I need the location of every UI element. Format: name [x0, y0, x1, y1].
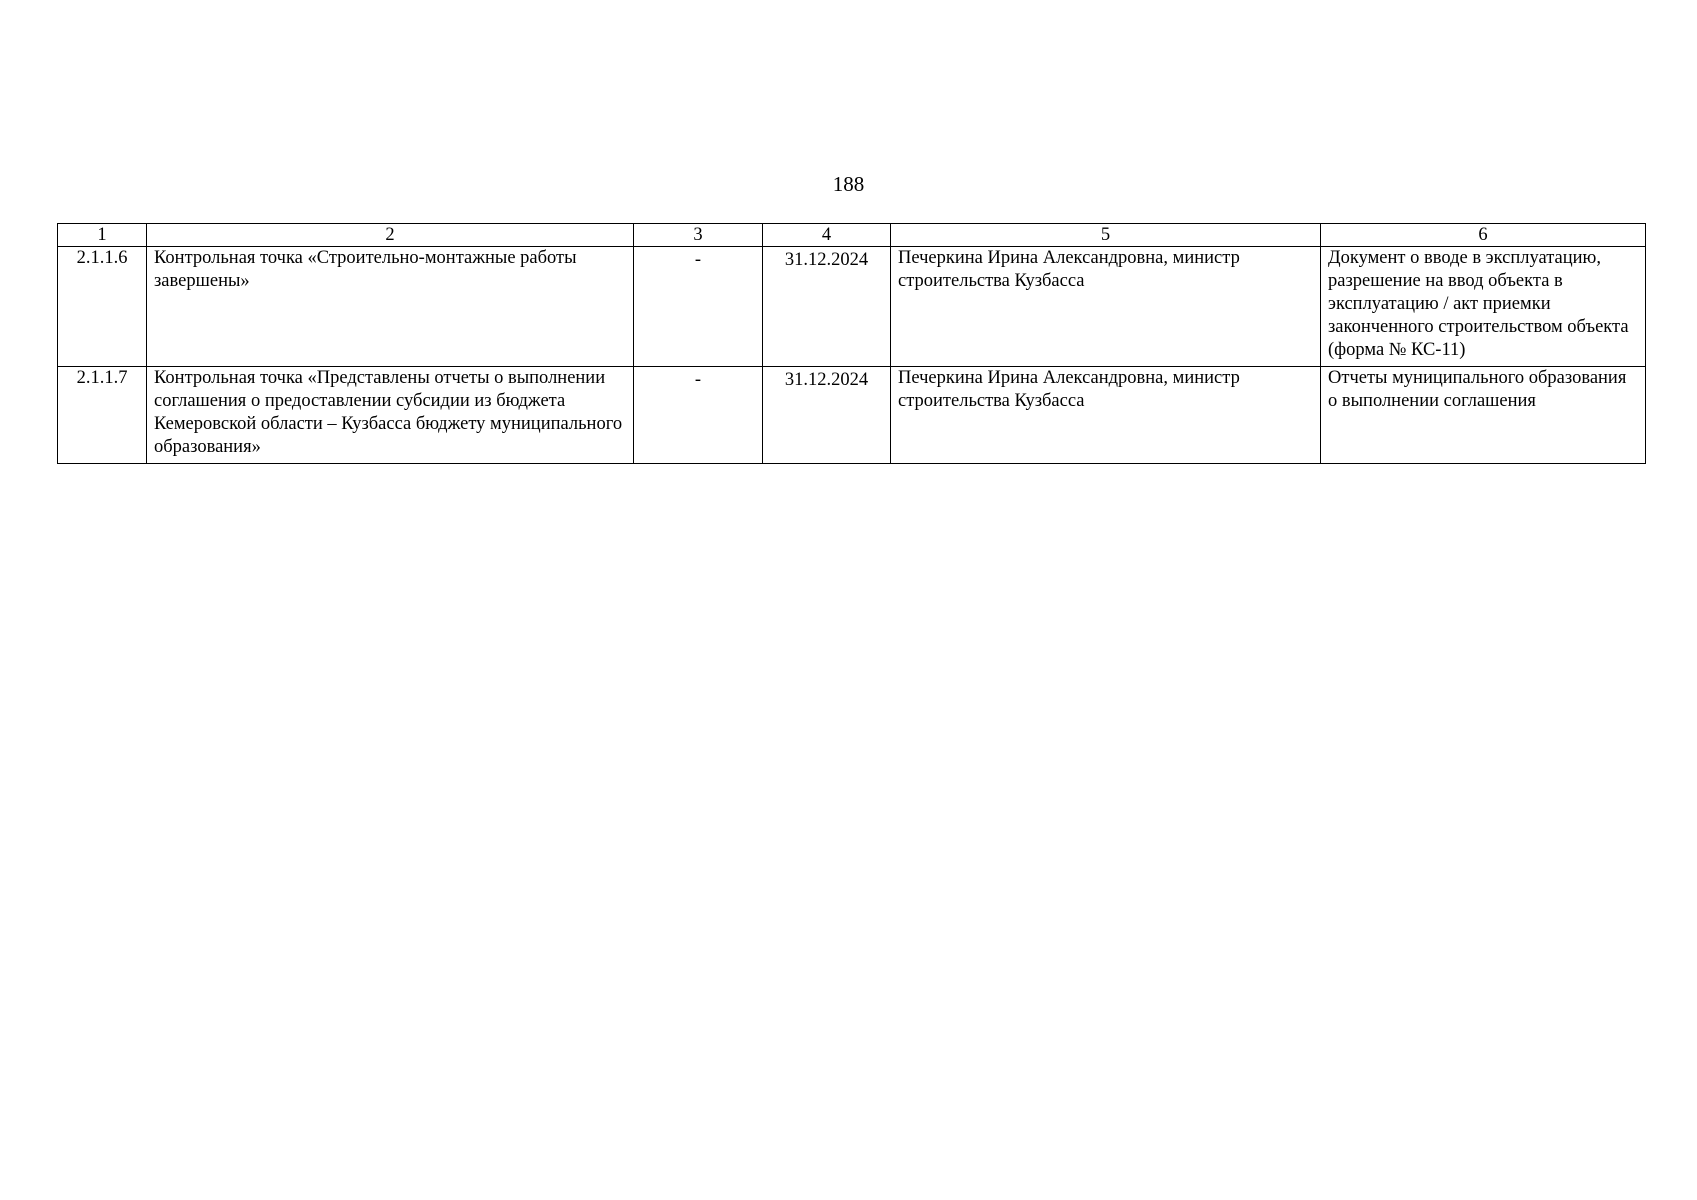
row-number: 2.1.1.6	[58, 247, 147, 367]
row-start-date: -	[634, 367, 763, 464]
table-header-row	[58, 224, 1646, 247]
column-header-3: 3	[634, 224, 763, 247]
row-start-date: -	[634, 247, 763, 367]
control-points-table	[57, 223, 1646, 464]
page-number: 188	[832, 172, 865, 196]
column-header-6: 6	[1321, 224, 1646, 247]
row-end-date: 31.12.2024	[763, 367, 891, 464]
row-result: Отчеты муниципального образования о выполнении соглашения	[1321, 367, 1646, 464]
table-row	[58, 247, 1646, 367]
row-end-date: 31.12.2024	[763, 247, 891, 367]
row-event: Контрольная точка «Представлены отчеты о выполнении соглашения о предоставлении субсидии из бюджета Кемеровской области – Кузбасса бюджету муниципального образования»	[147, 367, 634, 464]
table-row	[58, 367, 1646, 464]
column-header-4: 4	[763, 224, 891, 247]
row-event: Контрольная точка «Строительно-монтажные работы завершены»	[147, 247, 634, 367]
row-responsible: Печеркина Ирина Александровна, министр строительства Кузбасса	[891, 367, 1321, 464]
row-number: 2.1.1.7	[58, 367, 147, 464]
column-header-1: 1	[58, 224, 147, 247]
column-header-5: 5	[891, 224, 1321, 247]
row-result: Документ о вводе в эксплуатацию, разрешение на ввод объекта в эксплуатацию / акт приемки законченного строительством объекта (форма № КС-11)	[1321, 247, 1646, 367]
row-responsible: Печеркина Ирина Александровна, министр строительства Кузбасса	[891, 247, 1321, 367]
column-header-2: 2	[147, 224, 634, 247]
